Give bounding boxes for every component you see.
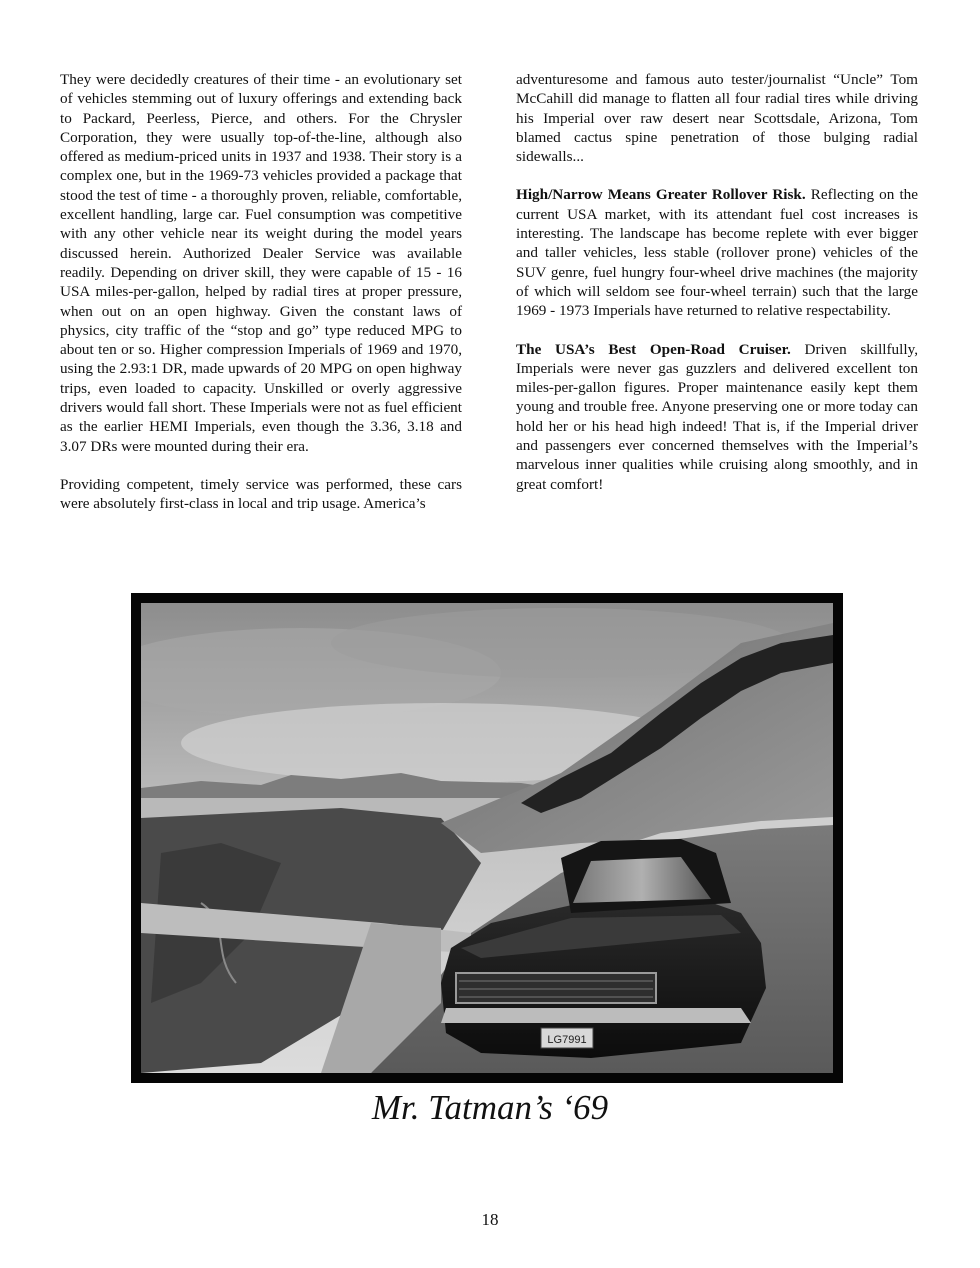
paragraph: Providing competent, timely service was performed, these cars were absolutely first-class in local and trip usage. America’s <box>60 475 462 513</box>
car-photo <box>131 593 843 1083</box>
right-text-column <box>516 70 918 513</box>
paragraph: They were decidedly creatures of their time - an evolutionary set of vehicles stemming out of luxury offerings and extending back to Packard, Peerless, Pierce, and others. For the Chrysler Corporation, they were usually top-of-the-line, although also offered as medium-priced units in 1937 and 1938. Their story is a complex one, but in the 1969-73 vehicles provided a package that stood the test of time - a thoroughly proven, reliable, comfortable, excellent handling, large car. Fuel consumption was competitive with any other vehicle near its weight during the model years discussed herein. Authorized Dealer Service was available readily. Depending on driver skill, they were capable of 15 - 16 USA miles-per-gallon, helped by radial tires at proper pressure, when out on an open highway. Given the constant laws of physics, city traffic of the “stop and go” type reduced MPG to about ten or so. Higher compression Imperials of 1969 and 1970, using the 2.93:1 DR, made upwards of 20 MPG on open highway trips, even loaded to capacity. Unskilled or overly aggressive drivers would fall short. These Imperials were not as fuel efficient as the earlier HEMI Imperials, even though the 3.36, 3.18 and 3.07 DRs were mounted during their era. <box>60 71 462 455</box>
section-body: Reflecting on the current USA market, with its attendant fuel cost increases is interesting. The landscape has become replete with ever bigger and taller vehicles, less stable (rollover prone) vehicles of the SUV genre, fuel hungry four-wheel drive machines (the majority of which will seldom see four-wheel terrain) such that the large 1969 - 1973 Imperials have returned to relative respectability. <box>516 186 918 320</box>
section-heading: High/Narrow Means Greater Rollover Risk. <box>516 186 806 204</box>
section-body: Driven skillfully, Imperials were never gas guzzlers and delivered excellent ton miles-per-gallon figures. Proper maintenance easily kept them young and trouble free. Anyone preserving one or more today can hold her or his head high indeed! That is, if the Imperial driver and passengers ever concerned themselves with the Imperial’s marvelous inner qualities while cruising along smoothly, and in great comfort! <box>516 340 918 493</box>
left-text-column <box>60 70 462 533</box>
car-photo-image <box>141 603 833 1073</box>
license-plate-text: LG7991 <box>547 1034 587 1046</box>
section-heading: The USA’s Best Open-Road Cruiser. <box>516 340 791 358</box>
paragraph: adventuresome and famous auto tester/journalist “Uncle” Tom McCahill did manage to flatten all four radial tires while driving his Imperial over raw desert near Scottsdale, Arizona, Tom blamed cactus spine penetration of those bulging radial sidewalls... <box>516 71 918 166</box>
photo-caption: Mr. Tatman’s ‘69 <box>371 1088 609 1127</box>
paragraph <box>516 340 918 494</box>
page-number: 18 <box>481 1210 499 1229</box>
paragraph <box>516 185 918 320</box>
